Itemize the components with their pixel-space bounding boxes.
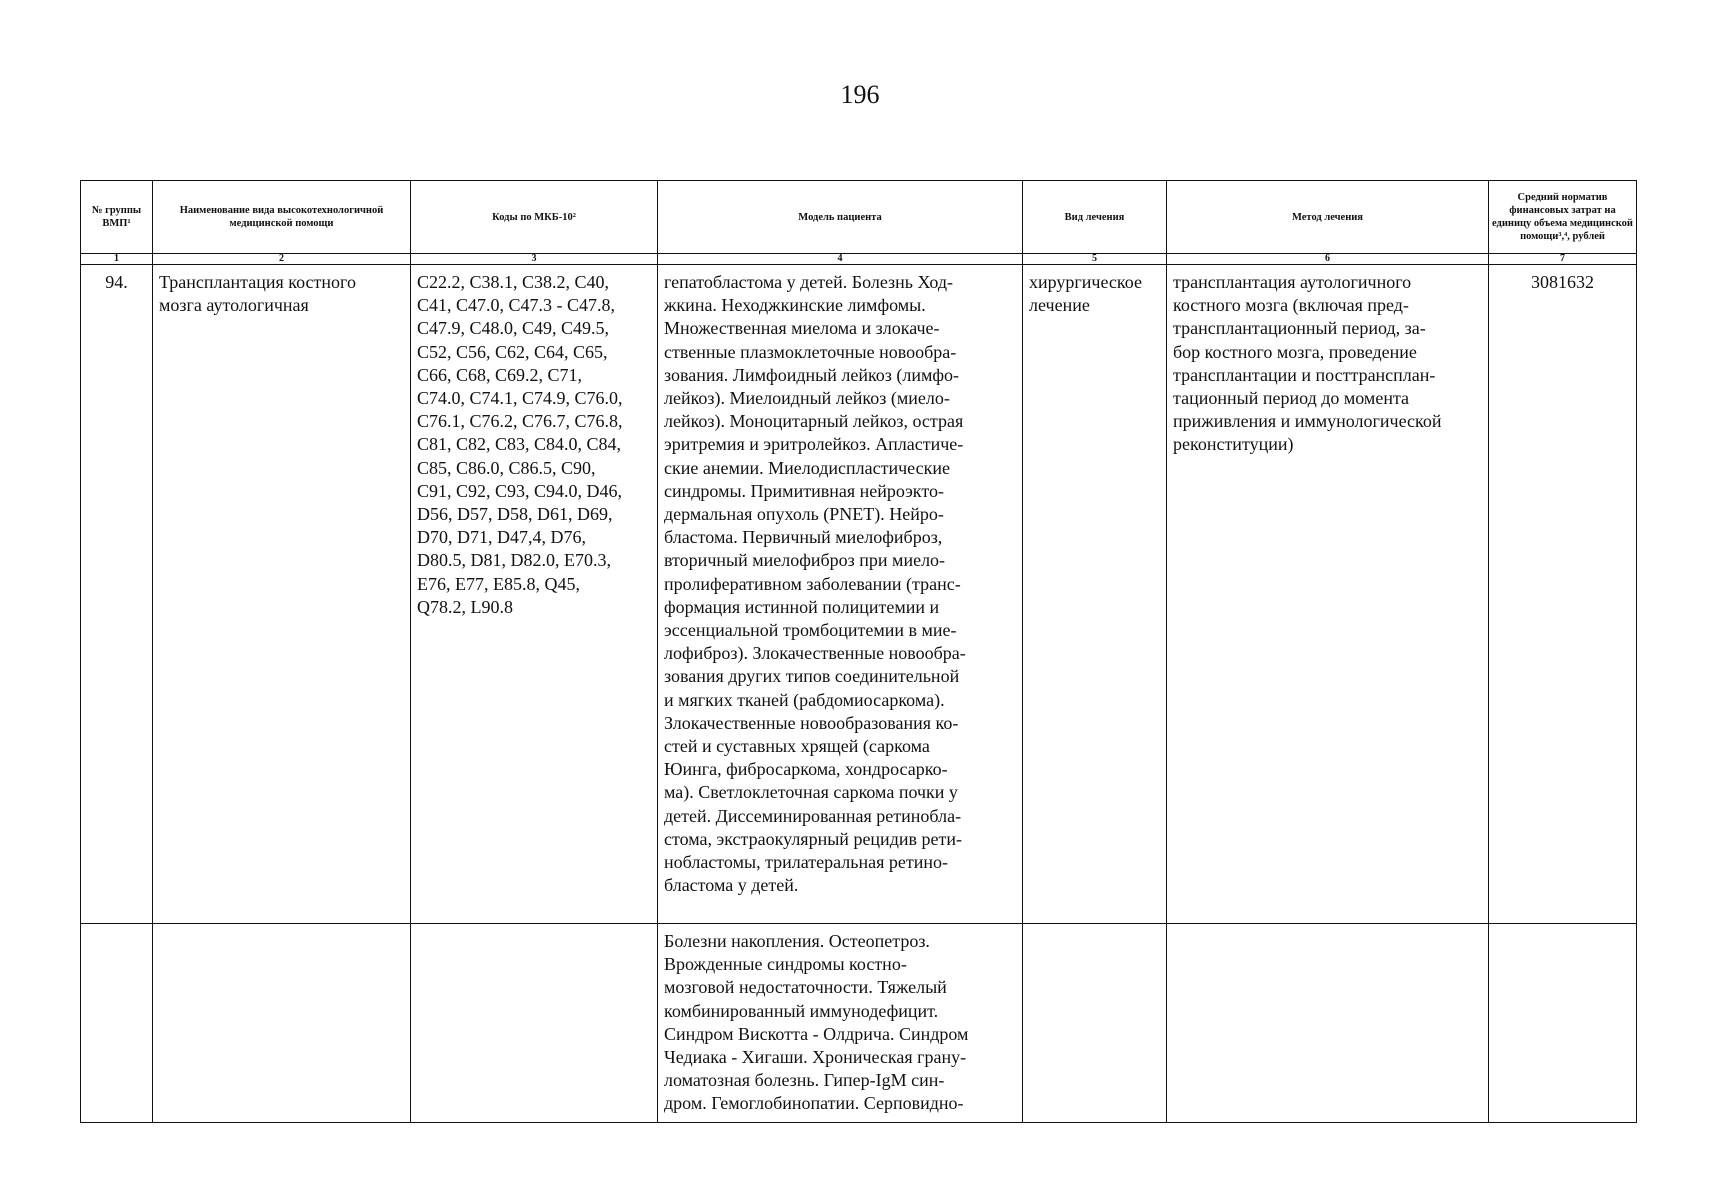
icd-codes: C22.2, C38.1, C38.2, C40, C41, C47.0, C47.3 - C47.8, C47.9, C48.0, C49, C49.5, C52, C56, C62, C64, C65, C66, C68, C69.2, C71, C74.0, C74.1, C74.9, C76.0, C76.1, C76.2, C76.7, C76.8, C81, C82, C83, C84.0, C84, C85, C86.0, C86.5, C90, C91, C92, C93, C94.0, D46, D56, D57, D58, D61, D69, D70, D71, D47,4, D76, D80.5, D81, D82.0, E70.3, E76, E77, E85.8, Q45, Q78.2, L90.8 xyxy=(417,272,623,617)
treatment-type-cell xyxy=(1023,265,1167,924)
table-header-row xyxy=(81,181,1637,254)
column-number: 2 xyxy=(153,254,411,265)
column-number: 4 xyxy=(658,254,1023,265)
header-patient-model: Модель пациента xyxy=(658,181,1023,254)
page-number: 196 xyxy=(840,80,880,109)
average-cost: 3081632 xyxy=(1531,272,1594,292)
care-type-name-cell xyxy=(153,265,411,924)
treatment-method-cell xyxy=(1167,265,1489,924)
group-number-cell xyxy=(81,265,153,924)
group-number: 94. xyxy=(105,272,128,292)
treatment-method-cell xyxy=(1167,924,1489,1123)
care-type-name: Трансплантация костного мозга аутологичная xyxy=(159,272,356,316)
table-row xyxy=(81,265,1637,924)
column-number: 5 xyxy=(1023,254,1167,265)
care-type-name xyxy=(153,924,410,934)
treatment-method: трансплантация аутологичного костного мозга (включая пред- трансплантационный период, за- бор костного мозга, проведение трансплантации и посттрансплан- тационный период до момента приживления и иммунологической реконституции) xyxy=(1173,272,1442,455)
treatment-method xyxy=(1167,924,1488,934)
table-row xyxy=(81,924,1637,1123)
average-cost-cell xyxy=(1489,924,1637,1123)
header-treatment-type: Вид лечения xyxy=(1023,181,1167,254)
patient-model: Болезни накопления. Остеопетроз. Врожденные синдромы костно- мозговой недостаточности. Тяжелый комбинированный иммунодефицит. Синдром Вискотта - Олдрича. Синдром Чедиака - Хигаши. Хроническая грану- ломатозная болезнь. Гипер-IgM син- дром. Гемоглобинопатии. Серповидно- xyxy=(664,931,969,1114)
patient-model-cell xyxy=(658,265,1023,924)
care-type-name-cell xyxy=(153,924,411,1123)
treatment-type xyxy=(1023,924,1166,934)
header-treatment-method: Метод лечения xyxy=(1167,181,1489,254)
patient-model-cell xyxy=(658,924,1023,1123)
average-cost-cell xyxy=(1489,265,1637,924)
group-number-cell xyxy=(81,924,153,1123)
header-average-cost: Средний норматив финансовых затрат на единицу объема медицинской помощи³,⁴, рублей xyxy=(1489,181,1637,254)
treatment-type: хирургическое лечение xyxy=(1029,272,1142,316)
header-icd-codes: Коды по МКБ-10² xyxy=(411,181,658,254)
average-cost xyxy=(1489,924,1636,934)
header-care-type-name: Наименование вида высокотехнологичной медицинской помощи xyxy=(153,181,411,254)
column-number: 3 xyxy=(411,254,658,265)
vmp-table xyxy=(80,180,1637,1123)
icd-codes-cell xyxy=(411,924,658,1123)
treatment-type-cell xyxy=(1023,924,1167,1123)
column-number: 1 xyxy=(81,254,153,265)
icd-codes-cell xyxy=(411,265,658,924)
header-group-number: № группы ВМП¹ xyxy=(81,181,153,254)
column-number-row xyxy=(81,254,1637,265)
patient-model: гепатобластома у детей. Болезнь Ход- жкина. Неходжкинские лимфомы. Множественная миелома и злокаче- ственные плазмоклеточные новообра- зования. Лимфоидный лейкоз (лимфо- лейкоз). Миелоидный лейкоз (миело- лейкоз). Моноцитарный лейкоз, острая эритремия и эритролейкоз. Апластиче- ские анемии. Миелодиспластические синдромы. Примитивная нейроэкто- дермальная опухоль (PNET). Нейро- бластома. Первичный миелофиброз, вторичный миелофиброз при миело- пролиферативном заболевании (транс- формация истинной полицитемии и эссенциальной тромбоцитемии в мие- лофиброз). Злокачественные новообра- зования других типов соединительной и мягких тканей (рабдомиосаркома). Злокачественные новообразования ко- стей и суставных хрящей (саркома Юинга, фибросаркома, хондросарко- ма). Светлоклеточная саркома почки у детей. Диссеминированная ретинобла- стома, экстраокулярный рецидив рети- нобластомы, трилатеральная ретино- бластома у детей. xyxy=(664,272,966,896)
column-number: 7 xyxy=(1489,254,1637,265)
icd-codes xyxy=(411,924,657,934)
column-number: 6 xyxy=(1167,254,1489,265)
group-number xyxy=(81,924,152,934)
